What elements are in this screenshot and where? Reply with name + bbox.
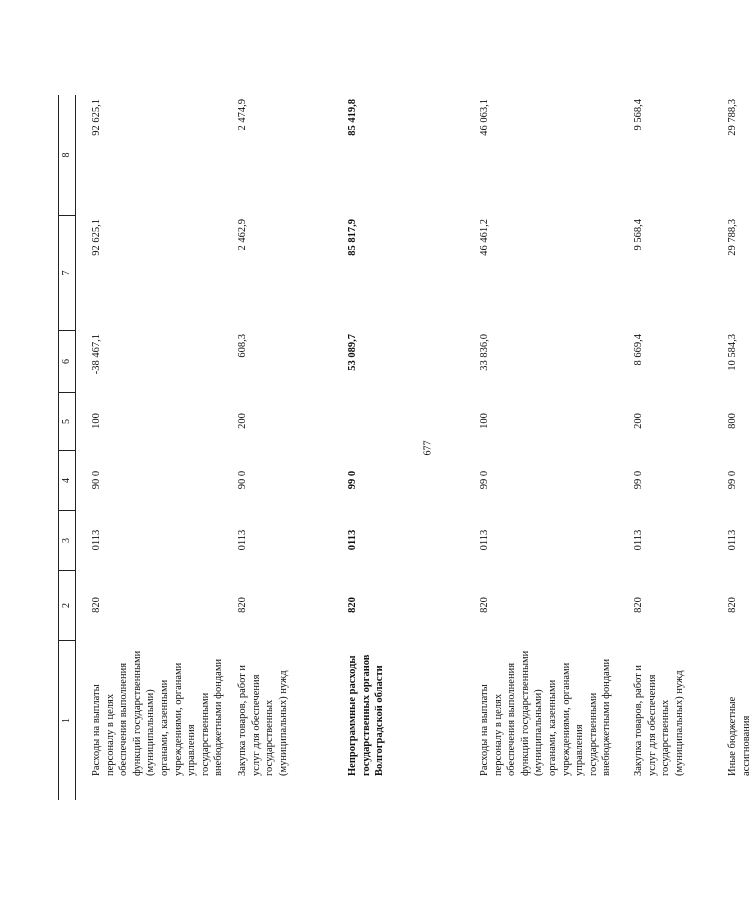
cell-col7: 92 625,1	[91, 219, 102, 256]
cell-col3: 0113	[347, 529, 358, 551]
rotated-table	[58, 0, 752, 800]
cell-col8: 92 625,1	[91, 99, 102, 136]
cell-col8: 46 063,1	[479, 99, 490, 136]
cell-col6: 8 669,4	[633, 334, 644, 366]
cell-col5: 100	[479, 413, 490, 429]
column-header-4: 4	[59, 450, 75, 510]
row-name: Непрограммные расходы государственных органов Волгоградской области	[347, 654, 386, 776]
cell-col2: 820	[727, 597, 738, 613]
cell-col3: 0113	[91, 529, 102, 551]
cell-col4: 99 0	[727, 470, 738, 490]
cell-col7: 85 817,9	[347, 219, 358, 256]
row-name: Расходы на выплаты персоналу в целях обеспечения выполнения функций государственными (муниципальными) органами, казенными учреждениями, органами управления государственными внебюджетными фондами	[91, 650, 225, 776]
cell-col8: 9 568,4	[633, 99, 644, 131]
cell-col7: 2 462,9	[237, 219, 248, 251]
cell-col3: 0113	[727, 529, 738, 551]
cell-col6: 608,3	[237, 334, 248, 358]
cell-col6: -38 467,1	[91, 334, 102, 375]
cell-col8: 2 474,9	[237, 99, 248, 131]
row-name: Иные бюджетные ассигнования	[727, 696, 752, 776]
column-header-2: 2	[59, 570, 75, 640]
column-header-1: 1	[59, 640, 75, 800]
cell-col7: 29 788,3	[727, 219, 738, 256]
cell-col3: 0113	[479, 529, 490, 551]
cell-col8: 29 788,3	[727, 99, 738, 136]
cell-col5: 200	[633, 413, 644, 429]
cell-col6: 53 089,7	[347, 334, 358, 371]
cell-col6: 33 836,0	[479, 334, 490, 371]
cell-col3: 0113	[237, 529, 248, 551]
cell-col2: 820	[237, 597, 248, 613]
row-name: Расходы на выплаты персоналу в целях обеспечения выполнения функций государственными (муниципальными) органами, казенными учреждениями, органами управления государственными внебюджетными фондами	[479, 650, 613, 776]
column-header-7: 7	[59, 215, 75, 330]
page-number: 677	[422, 440, 434, 456]
cell-col3: 0113	[633, 529, 644, 551]
cell-col6: 10 584,3	[727, 334, 738, 371]
column-header-3: 3	[59, 510, 75, 570]
column-header-6: 6	[59, 330, 75, 392]
cell-col5: 800	[727, 413, 738, 429]
cell-col4: 90 0	[91, 470, 102, 490]
cell-col2: 820	[347, 597, 358, 613]
column-header-5: 5	[59, 392, 75, 450]
cell-col4: 99 0	[479, 470, 490, 490]
cell-col2: 820	[479, 597, 490, 613]
column-header-8: 8	[61, 152, 72, 158]
cell-col2: 820	[633, 597, 644, 613]
cell-col4: 99 0	[347, 470, 358, 490]
cell-col2: 820	[91, 597, 102, 613]
cell-col8: 85 419,8	[347, 99, 358, 136]
cell-col7: 9 568,4	[633, 219, 644, 251]
cell-col7: 46 461,2	[479, 219, 490, 256]
cell-col4: 99 0	[633, 470, 644, 490]
cell-col5: 100	[91, 413, 102, 429]
row-name: Закупка товаров, работ и услуг для обеспечения государственных (муниципальных) нужд	[237, 664, 289, 776]
cell-col4: 90 0	[237, 470, 248, 490]
cell-col5: 200	[237, 413, 248, 429]
row-name: Закупка товаров, работ и услуг для обеспечения государственных (муниципальных) нужд	[633, 664, 685, 776]
column-header-row	[58, 95, 76, 800]
